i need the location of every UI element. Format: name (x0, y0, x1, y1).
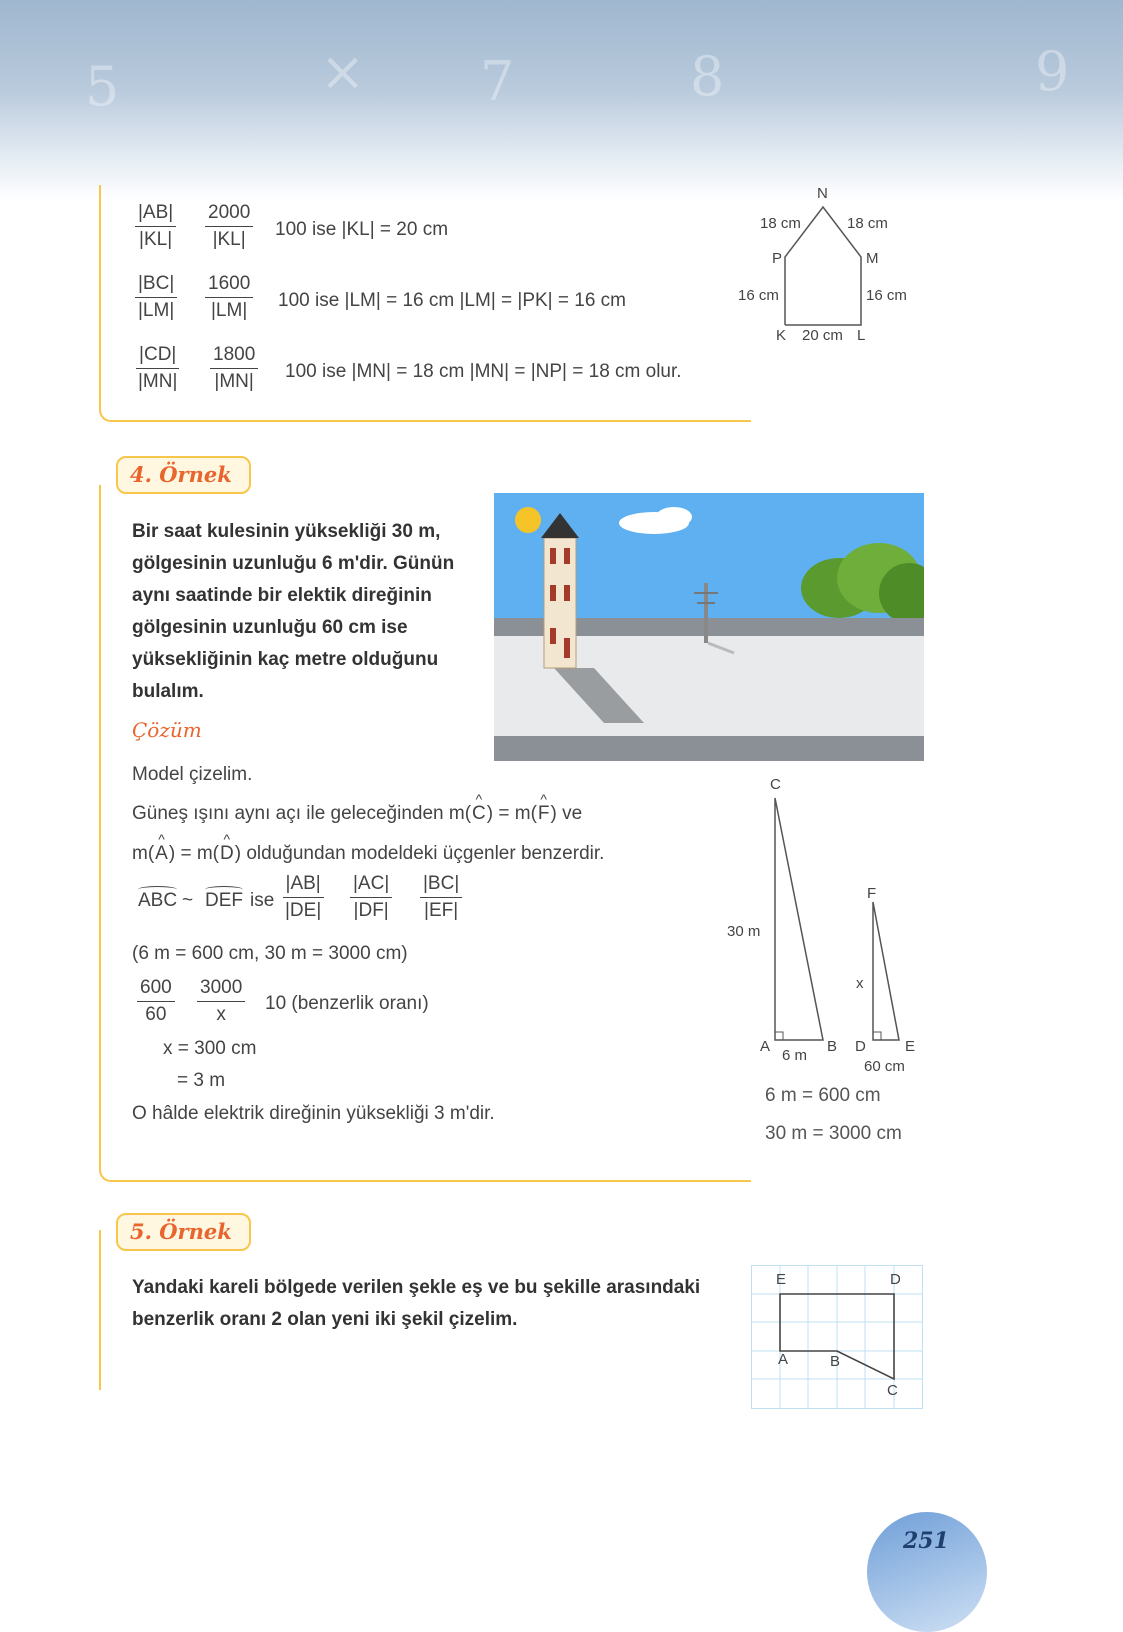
fraction-bc-lm: $\frac{|BC|}{|LM|}$ (135, 273, 177, 322)
label-e: E (905, 1038, 916, 1055)
label-pk: 16 cm (738, 287, 779, 304)
fraction-bc-ef: $\frac{|BC|}{|EF|}$ (420, 873, 462, 922)
label-k: K (776, 327, 787, 344)
eq-6m: 6 m = 600 cm (765, 1085, 881, 1106)
label-p: P (772, 250, 783, 267)
label-b: B (827, 1038, 838, 1055)
label-de: 60 cm (864, 1058, 905, 1075)
clock-tower (541, 513, 579, 668)
fraction-600-60: $\frac{600}{60}$ (137, 977, 175, 1026)
cozum-label: Çözüm (132, 718, 202, 742)
ornek4-label: 4. Örnek (116, 456, 251, 494)
similarity-def: DEF (205, 890, 243, 911)
ornek5-block-border (99, 1230, 101, 1390)
decor-digit: 5 (85, 55, 120, 118)
decor-digit: × (320, 40, 366, 103)
conclusion: O hâlde elektrik direğinin yüksekliği 3 m'dir. (132, 1103, 495, 1124)
label-n: N (817, 185, 828, 202)
fraction-cd-mn: $\frac{|CD|}{|MN|}$ (138, 344, 178, 392)
grid-label-c: C (887, 1382, 898, 1399)
sun (515, 507, 541, 533)
label-ab: 6 m (782, 1047, 808, 1064)
label-nm: 18 cm (847, 215, 888, 232)
label-f: F (867, 885, 877, 902)
decor-digit: 9 (1035, 40, 1070, 103)
eq-30m: 30 m = 3000 cm (765, 1123, 902, 1144)
similarity-tilde: ~ (182, 890, 194, 911)
label-np: 18 cm (760, 215, 801, 232)
conversion-line: (6 m = 600 cm, 30 m = 3000 cm) (132, 943, 408, 964)
grid-label-e: E (776, 1271, 787, 1288)
label-l: L (857, 327, 866, 344)
road-bottom (494, 736, 924, 761)
label-a: A (760, 1038, 771, 1055)
fraction-1800-mn: $\frac{1800}{|MN|}$ (210, 344, 258, 393)
fraction-3000-x: $\frac{3000}{x}$ (197, 977, 245, 1026)
ornek5-label: 5. Örnek (116, 1213, 251, 1251)
label-ml: 16 cm (866, 287, 907, 304)
fraction-ab-kl: $\frac{|AB|}{|KL|}$ (135, 202, 176, 251)
label-ac: 30 m (727, 923, 761, 940)
label-df: x (856, 975, 864, 992)
ornek4-problem: Bir saat kulesinin yüksekliği 30 m, gölgesinin uzunluğu 6 m'dir. Günün aynı saatinde bir elektik direğinin gölgesinin uzunluğu 60 cm ise yüksekliğinin kaç metre olduğunu bulalım. (132, 521, 455, 702)
solution-line2: Güneş ışını aynı açı ile geleceğinden m(^ C) = m(^ F) ve (132, 803, 582, 825)
fraction-2000-kl: $\frac{2000}{|KL|}$ (205, 202, 253, 251)
x-value-m: = 3 m (177, 1070, 226, 1091)
label-kl: 20 cm (802, 327, 843, 344)
decor-digit: 8 (690, 45, 725, 108)
label-c: C (770, 776, 781, 793)
row1-text: 100 ise |KL| = 20 cm (275, 219, 449, 240)
triangle-def (873, 902, 899, 1040)
ornek5-problem: Yandaki kareli bölgede verilen şekle eş ve bu şekille arasındaki benzerlik oranı 2 olan yeni iki şekil çizelim. (132, 1277, 701, 1330)
similarity-ise: ise (250, 890, 275, 911)
label-m: M (866, 250, 879, 267)
header-background (0, 0, 1123, 200)
solution-line1: Model çizelim. (132, 764, 253, 785)
solution-line3: m(^ A) = m(^ D) olduğundan modeldeki üçgenler benzerdir. (132, 843, 604, 865)
row3-text: 100 ise |MN| = 18 cm |MN| = |NP| = 18 cm olur. (285, 361, 682, 382)
fraction-1600-lm: $\frac{1600}{|LM|}$ (205, 273, 253, 322)
clock-tower-illustration (494, 493, 924, 761)
x-value-cm: x = 300 cm (163, 1038, 257, 1059)
ratio-text: 10 (benzerlik oranı) (265, 993, 429, 1014)
row2-text: 100 ise |LM| = 16 cm |LM| = |PK| = 16 cm (278, 290, 627, 311)
grid-label-b: B (830, 1353, 841, 1370)
page-number: 251 (903, 1528, 949, 1554)
similarity-abc: ABC (138, 890, 178, 911)
label-d: D (855, 1038, 866, 1055)
grid-label-a: A (778, 1351, 789, 1368)
fraction-ab-de: $\frac{|AB|}{|DE|}$ (282, 873, 324, 922)
decor-digit: 7 (480, 50, 515, 113)
fraction-ac-df: $\frac{|AC|}{|DF|}$ (350, 873, 392, 922)
pentagon-figure (730, 185, 920, 350)
similar-triangles-figure (760, 790, 930, 1050)
grid-label-d: D (890, 1271, 901, 1288)
triangle-abc (775, 798, 823, 1040)
